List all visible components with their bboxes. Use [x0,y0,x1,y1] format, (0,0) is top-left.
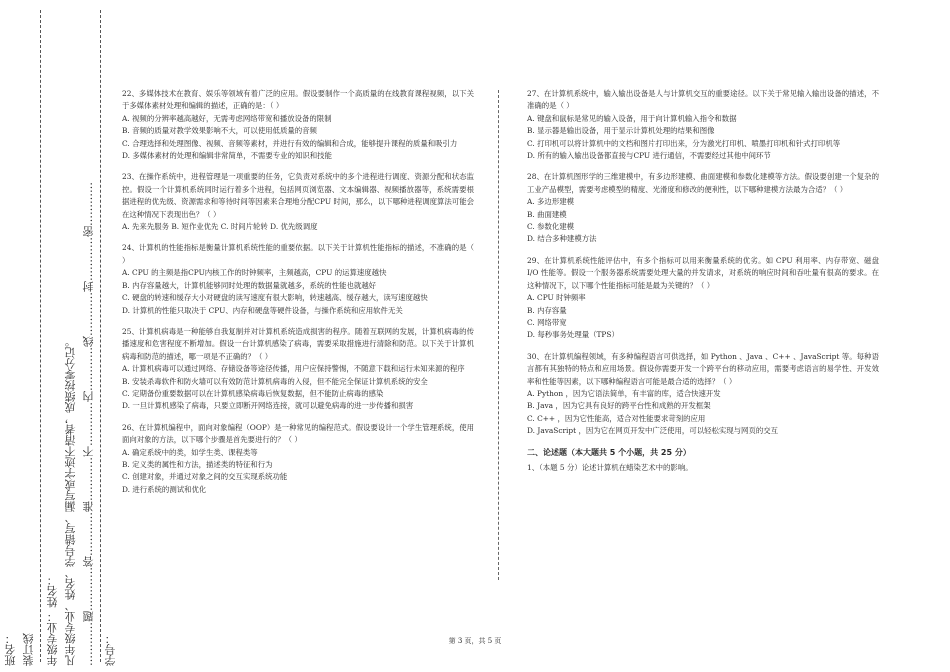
question-22 [122,88,474,162]
question-28 [527,171,879,245]
binding-margin [0,0,118,672]
option-a: A. 计算机病毒可以通过网络、存储设备等途径传播，用户应保持警惕，不随意下载和运行未知来源的程序 [122,364,465,374]
option-b: B. 定义类的属性和方法，描述类的特征和行为 [122,459,273,469]
section-heading: 二、论述题（本大题共 5 个小题，共 25 分） [527,447,691,457]
question-stem: 30、在计算机编程领域，有多种编程语言可供选择，如 Python 、Java 、C++ 、JavaScript 等。每种语言都有其独特的特点和应用场景。假设你需要开发一个跨平台的移动应用，需要考虑语言的易学性、开发效率和性能等因素，以下哪种编程语言可能是最合适的选择？（ ） [527,351,879,386]
option-b: B. 内存容量越大，计算机能够同时处理的数据量就越多，系统的性能也就越好 [122,280,377,290]
option-a: A. 键盘和鼠标是常见的输入设备，用于向计算机输入指令和数据 [527,113,737,123]
question-stem: 26、在计算机编程中，面向对象编程（OOP）是一种常见的编程范式。假设要设计一个学生管理系统，使用面向对象的方法，以下哪个步骤是首先要进行的？（ ） [122,422,474,445]
question-stem: 27、在计算机系统中，输入输出设备是人与计算机交互的重要途径。以下关于常见输入输出设备的描述，不准确的是（ ） [527,89,879,111]
question-29 [527,255,879,342]
option-a: A. 确定系统中的类，如学生类、课程类等 [122,447,258,457]
option-d: D. 多媒体素材的处理和编辑非常简单，不需要专业的知识和技能 [122,151,332,161]
option-c: C. 合理选择和处理图像、视频、音频等素材，并进行有效的编辑和合成，能够提升课程的质量和吸引力 [122,138,458,148]
question-24 [122,242,474,316]
option-row: A. 先来先服务 B. 短作业优先 C. 时间片轮转 D. 优先级调度 [122,222,318,232]
option-b: B. Java ，因为它具有良好的跨平台性和成熟的开发框架 [527,401,711,411]
question-stem: 22、多媒体技术在教育、娱乐等领域有着广泛的应用。假设要制作一个高质量的在线教育课程视频，以下关于多媒体素材处理和编辑的描述，正确的是：（ ） [122,89,474,111]
question-30 [527,351,879,438]
question-23 [122,171,474,233]
option-a: A. CPU 的主频是指CPU内核工作的时钟频率，主频越高，CPU 的运算速度越快 [122,268,387,278]
binding-class-label: 班名： [4,633,17,666]
option-c: C. 定期备份重要数据可以在计算机感染病毒后恢复数据，但不能防止病毒的感染 [122,388,384,398]
option-c: C. C++ ，因为它性能高，适合对性能要求苛刻的应用 [527,413,706,423]
option-b: B. 安装杀毒软件和防火墙可以有效防范计算机病毒的入侵，但不能完全保证计算机系统的安全 [122,376,428,386]
question-stem: 23、在操作系统中，进程管理是一项重要的任务，它负责对系统中的多个进程进行调度、资源分配和状态监控。假设一个计算机系统同时运行着多个进程，包括网页浏览器、文本编辑器、视频播放器等，系统需要根据进程的优先级、资源需求和等待时间等因素来合理地分配CPU 时间，那么，以下哪种进程调度算法可能会在这种情况下表现出色？（ ） [122,172,474,219]
question-stem: 29、在计算机系统性能评估中，有多个指标可以用来衡量系统的优劣。如 CPU 利用率、内存带宽、磁盘 I/O 性能等。假设一个服务器系统需要处理大量的并发请求，对系统的响应时间和吞吐量有很高的要求。在这种情况下，以下哪个性能指标可能是最为关键的？（ ） [527,255,879,290]
option-b: B. 曲面建模 [527,209,567,219]
option-c: C. 打印机可以将计算机中的文档和图片打印出来，分为激光打印机、喷墨打印机和针式打印机等 [527,138,841,148]
option-c: C. 网络带宽 [527,317,567,327]
option-b: B. 内存容量 [527,305,567,315]
option-d: D. 结合多种建模方法 [527,234,597,244]
question-27 [527,88,879,162]
binding-seal-line-text: 装订线 [22,633,35,666]
essay-question-1: 1、（本题 5 分）论述计算机在蜡染艺术中的影响。 [527,462,693,472]
column-divider [498,90,499,580]
option-d: D. 每秒事务处理量（TPS） [527,330,619,340]
binding-student-id-label: 学号： [104,633,117,666]
binding-dashed-line-2 [100,10,101,662]
binding-fields-label: 年级专业： 姓名： [46,574,59,666]
option-d: D. JavaScript ，因为它在网页开发中广泛使用，可以轻松实现与网页的交互 [527,426,779,436]
option-a: A. 多边形建模 [527,197,574,207]
option-d: D. 进行系统的测试和优化 [122,484,207,494]
option-d: D. 计算机的性能只取决于 CPU、内存和硬盘等硬件设备，与操作系统和应用软件无关 [122,305,403,315]
option-a: A. CPU 时钟频率 [527,293,586,303]
option-b: B. 音频的质量对教学效果影响不大，可以使用低质量的音频 [122,126,317,136]
left-column [122,88,474,505]
binding-dashed-line [40,10,41,662]
option-c: C. 创建对象，并通过对象之间的交互实现系统功能 [122,472,288,482]
page-footer: 第 3 页，共 5 页 [448,637,502,645]
question-25 [122,326,474,413]
binding-warning-text: 凡年级专业、姓名、学号错写、漏写或字迹不清者，成绩按零分记。 [64,336,77,666]
question-stem: 25、计算机病毒是一种能够自我复制并对计算机系统造成损害的程序。随着互联网的发展，计算机病毒的传播速度和危害程度不断增加。假设一台计算机感染了病毒，需要采取措施进行清除和防范。以下关于计算机病毒和防范的描述，哪一项是不正确的？（ ） [122,326,474,361]
option-b: B. 显示器是输出设备，用于显示计算机处理的结果和图像 [527,126,715,136]
option-d: D. 一旦计算机感染了病毒，只要立即断开网络连接，就可以避免病毒的进一步传播和损害 [122,401,414,411]
right-column [527,88,879,474]
option-a: A. 视频的分辨率越高越好，无需考虑网络带宽和播放设备的限制 [122,113,332,123]
question-stem: 24、计算机的性能指标是衡量计算机系统性能的重要依据。以下关于计算机性能指标的描述，不准确的是（ ） [122,243,474,265]
option-c: C. 硬盘的转速和缓存大小对硬盘的读写速度有很大影响，转速越高、缓存越大，读写速度越快 [122,293,428,303]
option-c: C. 参数化建模 [527,222,575,232]
option-d: D. 所有的输入输出设备都直接与CPU 进行通信，不需要经过其他中间环节 [527,151,771,161]
question-26 [122,422,474,496]
binding-no-answer-line: …………题…………答…………准…………不…………内…………线…………封…………密………… [82,182,95,666]
option-a: A. Python ，因为它语法简单，有丰富的库，适合快速开发 [527,388,721,398]
question-stem: 28、在计算机图形学的三维建模中，有多边形建模、曲面建模和参数化建模等方法。假设要创建一个复杂的工业产品模型，需要考虑模型的精度、光滑度和修改的便利性，以下哪种建模方法最为合适？（ ） [527,172,879,194]
